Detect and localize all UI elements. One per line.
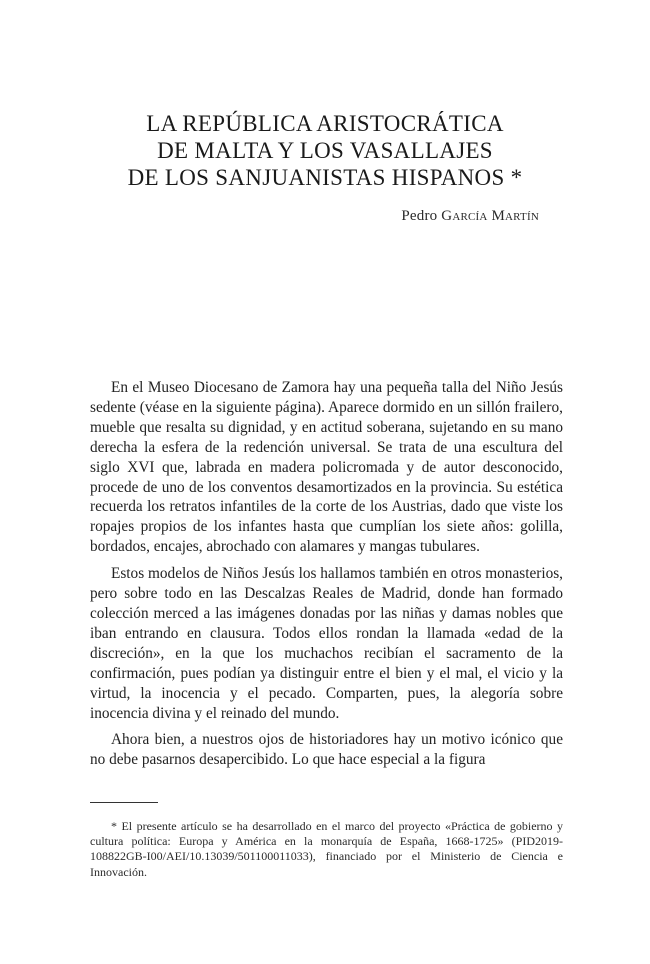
body-paragraph: Ahora bien, a nuestros ojos de historiadores hay un motivo icónico que no debe pasarnos desapercibido. Lo que hace especial a la figura: [90, 731, 563, 769]
footnote: * El presente artículo se ha desarrollado en el marco del proyecto «Práctica de gobierno y cultura política: Europa y América en la monarquía de España, 1668-1725» (PID2019-108822GB-I00/AEI/10.13039/501100011033), financiado por el Ministerio de Ciencia e Innovación.: [90, 819, 563, 879]
body-paragraph: En el Museo Diocesano de Zamora hay una pequeña talla del Niño Jesús sedente (véase en la siguiente página). Aparece dormido en un sillón frailero, mueble que resalta su dignidad, y en actitud soberana, sujetando en su mano derecha la esfera de la redención universal. Se trata de una escultura del siglo XVI que, labrada en madera policromada y de autor desconocido, procede de uno de los conventos desamortizados en la provincia. Su estética recuerda los retratos infantiles de la corte de los Austrias, dado que viste los ropajes propios de los infantes hasta que cumplían los siete años: golilla, bordados, encajes, abrochado con alamares y mangas tubulares.: [90, 379, 563, 556]
article-title: [80, 110, 570, 191]
body-paragraph: Estos modelos de Niños Jesús los hallamos también en otros monasterios, pero sobre todo en las Descalzas Reales de Madrid, donde han formado colección merced a las imágenes donadas por las niñas y damas nobles que iban entrando en clausura. Todos ellos rondan la llamada «edad de la discreción», en la que los muchachos recibían el sacramento de la confirmación, pues podían ya distinguir entre el bien y el mal, el vicio y la virtud, la inocencia y el pecado. Comparten, pues, la alegoría sobre inocencia divina y el reinado del mundo.: [90, 565, 563, 722]
article-body: [90, 378, 563, 777]
author-byline: [401, 208, 539, 225]
title-line: LA REPÚBLICA ARISTOCRÁTICA: [146, 111, 504, 136]
title-line: DE MALTA Y LOS VASALLAJES: [157, 138, 493, 163]
title-line: DE LOS SANJUANISTAS HISPANOS *: [127, 165, 523, 190]
author-surname: García Martín: [441, 208, 539, 224]
author-first-name: Pedro: [401, 208, 438, 224]
footnote-separator: [90, 802, 158, 803]
